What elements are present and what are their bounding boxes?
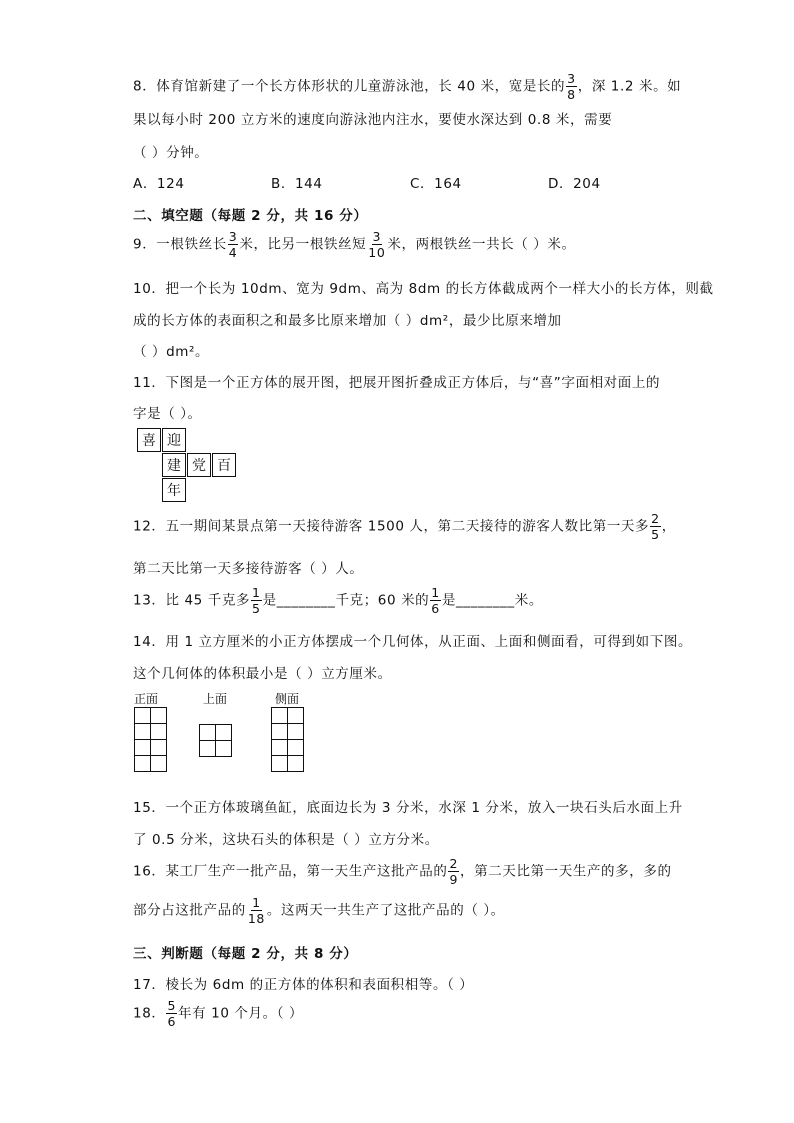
q8-options xyxy=(133,172,693,192)
q15-line1: 15．一个正方体玻璃鱼缸，底面边长为 3 分米，水深 1 分米，放入一块石头后水面上升 xyxy=(133,800,683,816)
grid-square xyxy=(287,723,304,740)
fraction: $\frac{2}{5}$ xyxy=(651,511,660,543)
grid-square xyxy=(150,723,167,740)
net-cell: 党 xyxy=(187,453,211,477)
q15-line2: 了 0.5 分米，这块石头的体积是（ ）立方分米。 xyxy=(133,832,439,848)
fraction: $\frac{1}{18}$ xyxy=(247,895,265,927)
grid-square xyxy=(150,755,167,772)
grid-square xyxy=(199,724,216,741)
q8-line3: （ ）分钟。 xyxy=(133,145,209,161)
fraction: $\frac{2}{9}$ xyxy=(449,856,459,888)
fraction: $\frac{3}{4}$ xyxy=(228,229,238,261)
q8-option-d[interactable]: D．204 xyxy=(548,176,601,192)
grid-square xyxy=(271,723,288,740)
q10-line3: （ ）dm²。 xyxy=(133,344,210,360)
q14-line1: 14．用 1 立方厘米的小正方体摆成一个几何体，从正面、上面和侧面看，可得到如下图。 xyxy=(133,634,693,650)
q12-line2: 第二天比第一天多接待游客（ ）人。 xyxy=(133,561,364,577)
grid-square xyxy=(215,740,232,757)
grid-square xyxy=(150,707,167,724)
grid-square xyxy=(134,739,151,756)
view-label-front: 正面 xyxy=(134,692,159,706)
grid-square xyxy=(134,755,151,772)
grid-square xyxy=(199,740,216,757)
grid-square xyxy=(134,723,151,740)
grid-square xyxy=(287,739,304,756)
q17-line: 17．棱长为 6dm 的正方体的体积和表面积相等。（ ） xyxy=(133,977,474,993)
q10-line2: 成的长方体的表面积之和最多比原来增加（ ）dm²，最少比原来增加 xyxy=(133,313,562,329)
q12-line1: 12．五一期间某景点第一天接待游客 1500 人，第二天接待的游客人数比第一天多 $\frac{2}{5}$ ， xyxy=(133,511,676,543)
q10-line1: 10．把一个长为 10dm、宽为 9dm、高为 8dm 的长方体截成两个一样大小的长方体，则截 xyxy=(133,281,714,297)
grid-square xyxy=(287,707,304,724)
q8-line1: 8．体育馆新建了一个长方体形状的儿童游泳池，长 40 米，宽是长的 $\frac{3}{8}$ ，深 1.2 米。如 xyxy=(133,71,682,103)
grid-square xyxy=(287,755,304,772)
fraction: $\frac{1}{6}$ xyxy=(431,585,440,617)
grid-square xyxy=(271,755,288,772)
grid-square xyxy=(215,724,232,741)
q16-line2: 部分占这批产品的 $\frac{1}{18}$ 。这两天一共生产了这批产品的（ ）。 xyxy=(133,895,505,927)
grid-square xyxy=(271,739,288,756)
grid-square xyxy=(150,739,167,756)
q8-option-b[interactable]: B．144 xyxy=(271,176,323,192)
q16-line1: 16．某工厂生产一批产品，第一天生产这批产品的 $\frac{2}{9}$ ，第二天比第一天生产的多，多的 xyxy=(133,856,672,888)
grid-square xyxy=(271,707,288,724)
grid-square xyxy=(134,707,151,724)
q9-line: 9．一根铁丝长 $\frac{3}{4}$ 米，比另一根铁丝短 $\frac{3}{10}$ 米，两根铁丝一共长（ ）米。 xyxy=(133,229,576,261)
net-cell: 百 xyxy=(212,453,236,477)
view-label-side: 侧面 xyxy=(275,692,300,706)
view-label-top: 上面 xyxy=(203,692,228,706)
net-cell: 建 xyxy=(162,453,186,477)
q8-line2: 果以每小时 200 立方米的速度向游泳池内注水，要使水深达到 0.8 米，需要 xyxy=(133,112,613,128)
q11-line2: 字是（ ）。 xyxy=(133,406,202,422)
q14-line2: 这个几何体的体积最小是（ ）立方厘米。 xyxy=(133,666,392,682)
net-cell: 年 xyxy=(162,478,186,502)
section-judgement-title: 三、判断题（每题 2 分，共 8 分） xyxy=(133,946,358,962)
section-fill-in-title: 二、填空题（每题 2 分，共 16 分） xyxy=(133,208,368,224)
q8-option-a[interactable]: A．124 xyxy=(133,176,185,192)
fraction: $\frac{3}{8}$ xyxy=(567,71,576,103)
q8-option-c[interactable]: C．164 xyxy=(410,176,462,192)
q11-line1: 11．下图是一个正方体的展开图，把展开图折叠成正方体后，与“喜”字面相对面上的 xyxy=(133,375,661,391)
q18-line: 18． $\frac{5}{6}$ 年有 10 个月。（ ） xyxy=(133,998,304,1030)
q13-line: 13．比 45 千克多 $\frac{1}{5}$ 是________千克；60 米的 $\frac{1}{6}$ 是________米。 xyxy=(133,585,543,617)
net-cell: 喜 xyxy=(137,428,161,452)
net-cell: 迎 xyxy=(162,428,186,452)
fraction: $\frac{1}{5}$ xyxy=(252,585,261,617)
fraction: $\frac{5}{6}$ xyxy=(167,998,177,1030)
fraction: $\frac{3}{10}$ xyxy=(368,229,386,261)
